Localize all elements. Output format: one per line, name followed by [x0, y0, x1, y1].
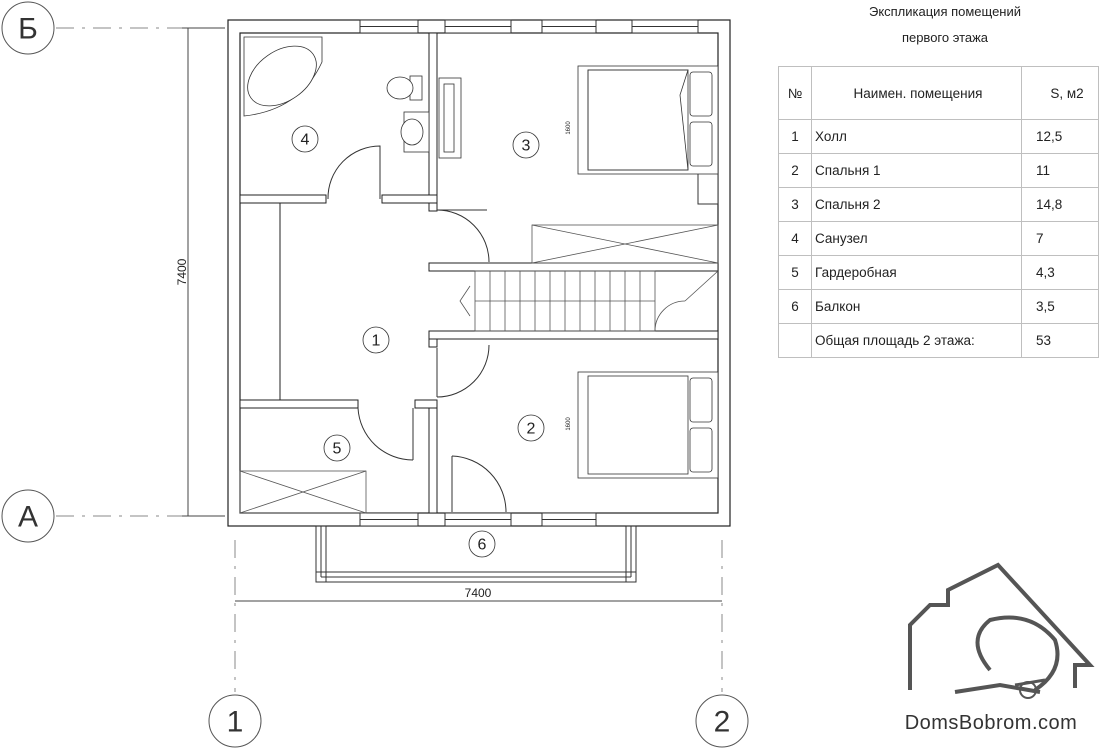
room-6-marker	[469, 531, 495, 557]
table-row	[779, 222, 1099, 256]
site-url: DomsBobrom.com	[904, 712, 1078, 734]
room-4-marker	[292, 126, 318, 152]
room-3-marker	[513, 132, 539, 158]
vertical-dimension-label: 7400	[175, 258, 189, 286]
wardrobe-room5	[240, 471, 366, 513]
table-header-row	[779, 67, 1099, 120]
window-right	[698, 170, 718, 204]
shelf	[439, 78, 461, 158]
bed-room2	[578, 372, 718, 478]
total-value: 53	[1022, 324, 1099, 358]
axis-1-label: 1	[226, 705, 244, 739]
toilet	[387, 76, 422, 100]
row-no: 4	[779, 222, 812, 256]
row-name: Спальня 1	[812, 154, 1022, 188]
row-area: 14,8	[1022, 188, 1099, 222]
total-label: Общая площадь 2 этажа:	[812, 324, 1022, 358]
room-4-number: 4	[300, 131, 310, 149]
table-row	[779, 120, 1099, 154]
windows-bottom	[360, 513, 596, 526]
sink	[401, 112, 429, 152]
room-1-number: 1	[371, 332, 381, 350]
axis-a-marker	[2, 490, 54, 542]
axis-b-marker	[2, 2, 54, 54]
header-no: №	[779, 67, 812, 120]
row-area: 11	[1022, 154, 1099, 188]
row-area: 12,5	[1022, 120, 1099, 154]
axis-2-label: 2	[713, 705, 731, 739]
total-empty-cell	[779, 324, 812, 358]
bed-room2-size: 1600	[566, 417, 572, 431]
row-area: 3,5	[1022, 290, 1099, 324]
table-row	[779, 154, 1099, 188]
axis-2-marker	[696, 695, 748, 747]
header-area: S, м2	[1022, 67, 1099, 120]
row-no: 6	[779, 290, 812, 324]
room-6-number: 6	[477, 536, 487, 554]
table-row	[779, 290, 1099, 324]
legend-title-line2: первого этажа	[901, 30, 989, 45]
explication-table	[778, 66, 1099, 358]
axis-b-label: Б	[18, 12, 38, 46]
bed-room3	[578, 66, 718, 174]
table-row	[779, 256, 1099, 290]
axis-1-marker	[209, 695, 261, 747]
row-name: Гардеробная	[812, 256, 1022, 290]
row-name: Балкон	[812, 290, 1022, 324]
room-2-number: 2	[526, 420, 536, 438]
row-area: 7	[1022, 222, 1099, 256]
staircase	[460, 271, 718, 331]
row-no: 5	[779, 256, 812, 290]
row-no: 3	[779, 188, 812, 222]
horizontal-dimension-label: 7400	[464, 586, 492, 600]
bathtub	[237, 34, 328, 119]
room-2-marker	[518, 415, 544, 441]
row-name: Холл	[812, 120, 1022, 154]
row-no: 2	[779, 154, 812, 188]
table-total-row	[779, 324, 1099, 358]
row-no: 1	[779, 120, 812, 154]
table-row	[779, 188, 1099, 222]
bed-room3-size: 1600	[566, 121, 572, 135]
axis-a-label: А	[17, 500, 39, 534]
wardrobe-room3	[532, 225, 718, 263]
room-1-marker	[363, 327, 389, 353]
beaver-house-logo	[910, 565, 1090, 698]
room-5-marker	[324, 435, 350, 461]
row-area: 4,3	[1022, 256, 1099, 290]
windows-top	[360, 20, 698, 33]
room-5-number: 5	[332, 440, 342, 458]
row-name: Спальня 2	[812, 188, 1022, 222]
legend-title-line1: Экспликация помещений	[868, 4, 1022, 19]
row-name: Санузел	[812, 222, 1022, 256]
room-3-number: 3	[521, 137, 531, 155]
header-name: Наимен. помещения	[812, 67, 1022, 120]
